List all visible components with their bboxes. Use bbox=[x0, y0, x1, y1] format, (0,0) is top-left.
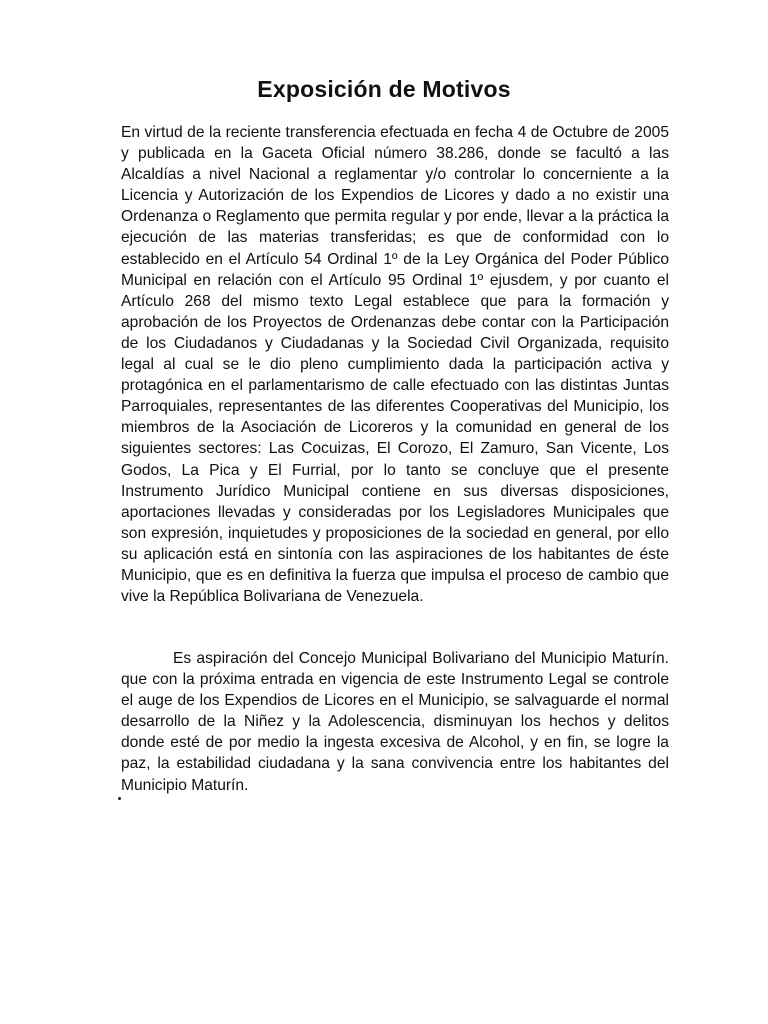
scan-speck bbox=[118, 797, 121, 800]
paragraph-2: Es aspiración del Concejo Municipal Bolivariano del Municipio Maturín. que con la próxima entrada en vigencia de este Instrumento Legal se controle el auge de los Expendios de Licores en el Municipio, se salvaguarde el normal desarrollo de la Niñez y la Adolescencia, disminuyan los hechos y delitos donde esté de por medio la ingesta excesiva de Alcohol, y en fin, se logre la paz, la estabilidad ciudadana y la sana convivencia entre los habitantes del Municipio Maturín. bbox=[121, 650, 669, 794]
document-title: Exposición de Motivos bbox=[257, 76, 511, 102]
paragraph-1: En virtud de la reciente transferencia efectuada en fecha 4 de Octubre de 2005 y publicada en la Gaceta Oficial número 38.286, donde se facultó a las Alcaldías a nivel Nacional a reglamentar y/o controlar lo concerniente a la Licencia y Autorización de los Expendios de Licores y dado a no existir una Ordenanza o Reglamento que permita regular y por ende, llevar a la práctica la ejecución de las materias transferidas; es que de conformidad con lo establecido en el Artículo 54 Ordinal 1º de la Ley Orgánica del Poder Público Municipal en relación con el Artículo 95 Ordinal 1º ejusdem, y por cuanto el Artículo 268 del mismo texto Legal establece que para la formación y aprobación de los Proyectos de Ordenanzas debe contar con la Participación de los Ciudadanos y Ciudadanas y la Sociedad Civil Organizada, requisito legal al cual se le dio pleno cumplimiento dada la participación activa y protagónica en el parlamentarismo de calle efectuado con las distintas Juntas Parroquiales, representantes de las diferentes Cooperativas del Municipio, los miembros de la Asociación de Licoreros y la comunidad en general de los siguientes sectores: Las Cocuizas, El Corozo, El Zamuro, San Vicente, Los Godos, La Pica y El Furrial, por lo tanto se concluye que el presente Instrumento Jurídico Municipal contiene en sus diversas disposiciones, aportaciones llevadas y consideradas por los Legisladores Municipales que son expresión, inquietudes y proposiciones de la sociedad en general, por ello su aplicación está en sintonía con las aspiraciones de los habitantes de éste Municipio, que es en definitiva la fuerza que impulsa el proceso de cambio que vive la República Bolivariana de Venezuela. bbox=[121, 124, 669, 606]
